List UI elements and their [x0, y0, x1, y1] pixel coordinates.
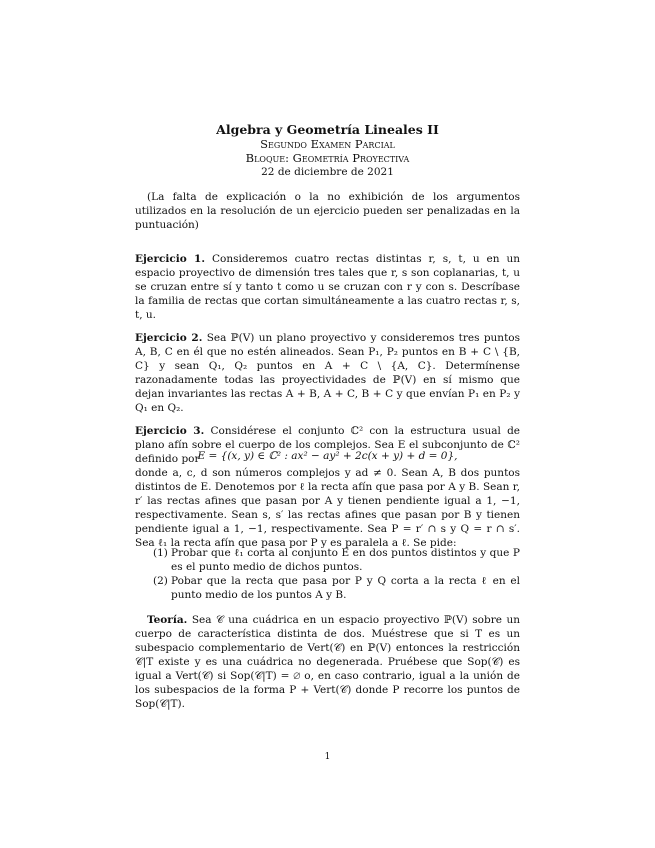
item-number: (1)	[153, 547, 168, 559]
exercise-1-label: Ejercicio 1.	[135, 253, 206, 265]
exercise-3-text: Considérese el conjunto ℂ² con la estructura usual de plano afín sobre el cuerpo de los complejos. Sea E el subconjunto de ℂ² definido por	[135, 425, 521, 465]
theory-label: Teoría.	[147, 614, 188, 626]
item-number: (2)	[153, 575, 168, 587]
grading-note: (La falta de explicación o la no exhibición de los argumentos utilizados en la resolución de un ejercicio pueden ser penalizadas en la puntuación)	[135, 191, 520, 231]
exam-header	[135, 122, 520, 179]
page-number: 1	[324, 752, 331, 762]
exercise-3-continuation: donde a, c, d son números complejos y ad ≠ 0. Sean A, B dos puntos distintos de E. Denotemos por ℓ la recta afín que pasa por A y B. Sean r, r′ las rectas afines que pasan por A y tienen pendiente igual a 1, −1, respectivamente. Sean s, s′ las rectas afines que pasan por B y tienen pendiente igual a 1, −1, respectivamente. Sea P = r′ ∩ s y Q = r ∩ s′. Sea ℓ₁ la recta afín que pasa por P y es paralela a ℓ. Se pide:	[135, 467, 520, 549]
course-title: Algebra y Geometría Lineales II	[216, 122, 439, 137]
theory-question	[135, 613, 520, 711]
exercise-3-formula: E = {(x, y) ∈ ℂ² : ax² − ay² + 2c(x + y) + d = 0},	[197, 450, 458, 462]
exercise-3-item-1	[153, 546, 520, 574]
exam-date: 22 de diciembre de 2021	[261, 166, 394, 178]
theory-text: Sea 𝒞 una cuádrica en un espacio proyectivo ℙ(V) sobre un cuerpo de característica distinta de dos. Muéstrese que si T es un subespacio complementario de Vert(𝒞) en ℙ(V) entonces la restricción 𝒞|T existe y es una cuádrica no degenerada. Pruébese que Sop(𝒞) es igual a Vert(𝒞) si Sop(𝒞|T) = ∅ o, en caso contrario, igual a la unión de los subespacios de la forma P + Vert(𝒞) donde P recorre los puntos de Sop(𝒞|T).	[135, 614, 520, 710]
exercise-3-label: Ejercicio 3.	[135, 425, 205, 437]
exam-subtitle: Segundo Examen Parcial	[260, 137, 395, 151]
item-text: Pobar que la recta que pasa por P y Q corta a la recta ℓ en el punto medio de los puntos A y B.	[171, 575, 520, 601]
exercise-1	[135, 252, 520, 322]
item-text: Probar que ℓ₁ corta al conjunto E en dos puntos distintos y que P es el punto medio de dichos puntos.	[171, 547, 520, 573]
exam-block: Bloque: Geometría Proyectiva	[245, 151, 410, 165]
exercise-2-text: Sea ℙ(V) un plano proyectivo y consideremos tres puntos A, B, C en él que no estén alineados. Sean P₁, P₂ puntos en B + C \ {B, C} y sean Q₁, Q₂ puntos en A + C \ {A, C}. Determínense razonadamente todas las proyectividades de ℙ(V) en sí mismo que dejan invariantes las rectas A + B, A + C, B + C y que envían P₁ en P₂ y Q₁ en Q₂.	[135, 332, 520, 414]
exercise-1-text: Consideremos cuatro rectas distintas r, s, t, u en un espacio proyectivo de dimensión tres tales que r, s son coplanarias, t, u se cruzan entre sí y tanto t como u se cruzan con r y con s. Descríbase la familia de rectas que cortan simultáneamente a las cuatro rectas r, s, t, u.	[135, 253, 520, 321]
exercise-3-item-2	[153, 574, 520, 602]
exercise-2	[135, 331, 520, 415]
exercise-2-label: Ejercicio 2.	[135, 332, 203, 344]
